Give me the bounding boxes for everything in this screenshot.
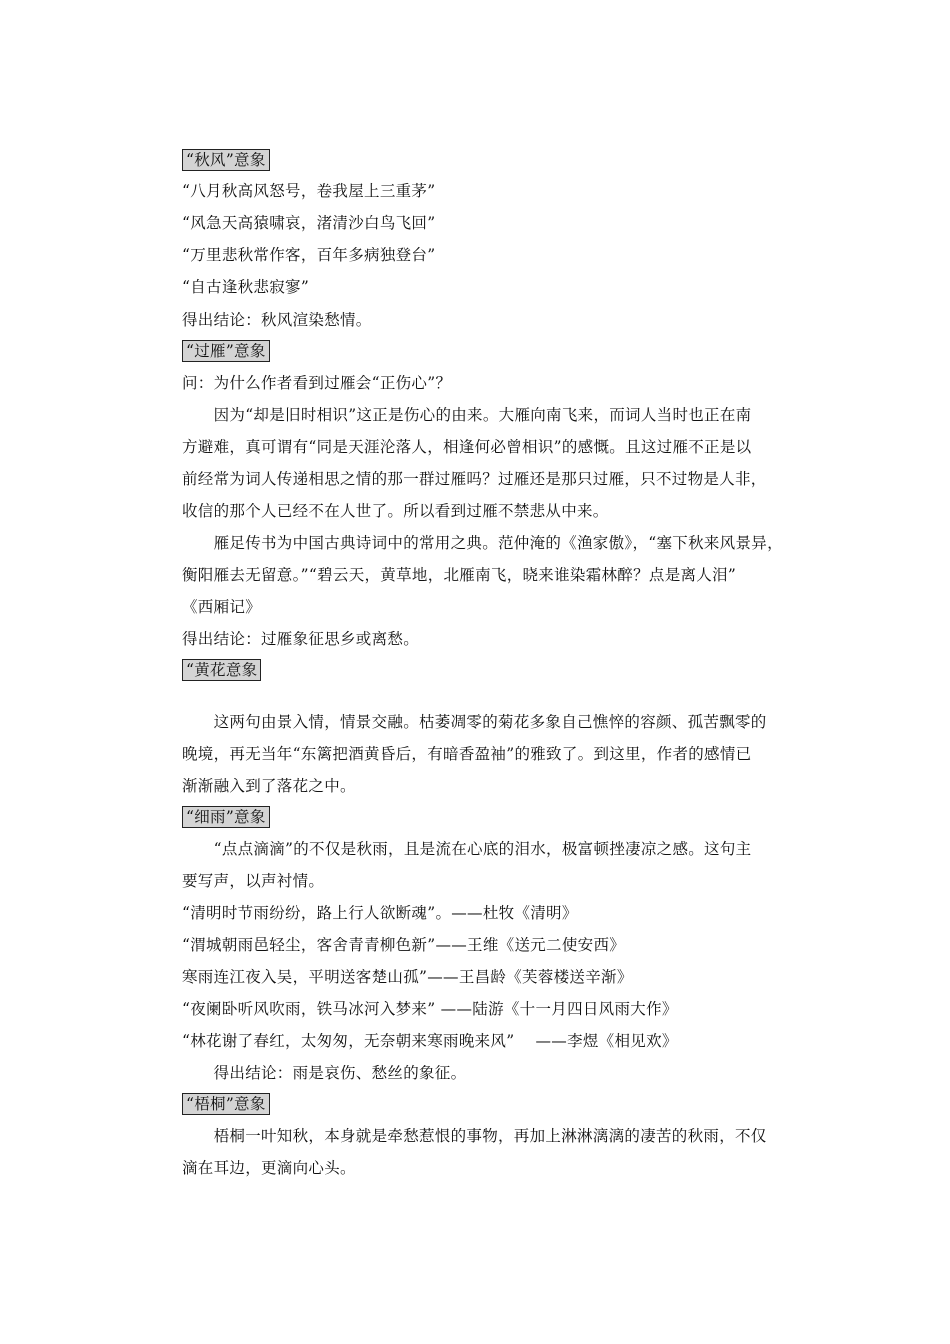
poem-line: “清明时节雨纷纷，路上行人欲断魂”。——杜牧《清明》 bbox=[182, 904, 578, 922]
text-line: 渐渐融入到了落花之中。 bbox=[182, 777, 356, 795]
section-heading-qiufeng: “秋风”意象 bbox=[182, 149, 270, 171]
poem-line: 寒雨连江夜入吴，平明送客楚山孤”——王昌龄《芙蓉楼送辛渐》 bbox=[182, 968, 633, 986]
text-line: “自古逢秋悲寂寥” bbox=[182, 278, 310, 296]
text-line: 因为“却是旧时相识”这正是伤心的由来。大雁向南飞来，而词人当时也正在南 bbox=[182, 406, 752, 424]
section-heading-guoyan: “过雁”意象 bbox=[182, 340, 270, 362]
text-line: 《西厢记》 bbox=[182, 598, 262, 616]
section-heading-huanghua: “黄花意象 bbox=[182, 659, 261, 681]
poem-line: “夜阑卧听风吹雨，铁马冰河入梦来” ——陆游《十一月四日风雨大作》 bbox=[182, 1000, 678, 1018]
text-line: 方避难，真可谓有“同是天涯沦落人，相逢何必曾相识”的感慨。且这过雁不正是以 bbox=[182, 438, 752, 456]
text-line: “点点滴滴”的不仅是秋雨，且是流在心底的泪水，极富顿挫凄凉之感。这句主 bbox=[182, 840, 752, 858]
conclusion-line: 得出结论：秋风渲染愁情。 bbox=[182, 311, 372, 329]
section-heading-wutong: “梧桐”意象 bbox=[182, 1093, 270, 1115]
text-line: 衡阳雁去无留意。”“碧云天，黄草地，北雁南飞，晓来谁染霜林醉？点是离人泪” bbox=[182, 566, 737, 584]
text-line: 收信的那个人已经不在人世了。所以看到过雁不禁悲从中来。 bbox=[182, 502, 609, 520]
text-line: 问：为什么作者看到过雁会“正伤心”？ bbox=[182, 374, 452, 392]
text-line: 这两句由景入情，情景交融。枯萎凋零的菊花多象自己憔悴的容颜、孤苦飘零的 bbox=[182, 713, 767, 731]
text-line: “八月秋高风怒号，卷我屋上三重茅” bbox=[182, 182, 436, 200]
text-line: “风急天高猿啸哀，渚清沙白鸟飞回” bbox=[182, 214, 436, 232]
text-line: 梧桐一叶知秋，本身就是牵愁惹恨的事物，再加上淋淋漓漓的凄苦的秋雨，不仅 bbox=[182, 1127, 767, 1145]
section-heading-xiyu: “细雨”意象 bbox=[182, 806, 270, 828]
text-line: 前经常为词人传递相思之情的那一群过雁吗？过雁还是那只过雁，只不过物是人非， bbox=[182, 470, 767, 488]
conclusion-line: 得出结论：过雁象征思乡或离愁。 bbox=[182, 630, 420, 648]
poem-line: “渭城朝雨邑轻尘，客舍青青柳色新”——王维《送元二使安西》 bbox=[182, 936, 626, 954]
text-line: 晚境，再无当年“东篱把酒黄昏后，有暗香盈袖”的雅致了。到这里，作者的感情已 bbox=[182, 745, 752, 763]
text-line: 雁足传书为中国古典诗词中的常用之典。范仲淹的《渔家傲》，“塞下秋来风景异， bbox=[182, 534, 783, 552]
poem-line: “林花谢了春红，太匆匆，无奈朝来寒雨晚来风” ——李煜《相见欢》 bbox=[182, 1032, 678, 1050]
text-line: “万里悲秋常作客，百年多病独登台” bbox=[182, 246, 436, 264]
text-line: 滴在耳边，更滴向心头。 bbox=[182, 1159, 356, 1177]
conclusion-line: 得出结论：雨是哀伤、愁丝的象征。 bbox=[182, 1064, 467, 1082]
text-line: 要写声，以声衬情。 bbox=[182, 872, 325, 890]
